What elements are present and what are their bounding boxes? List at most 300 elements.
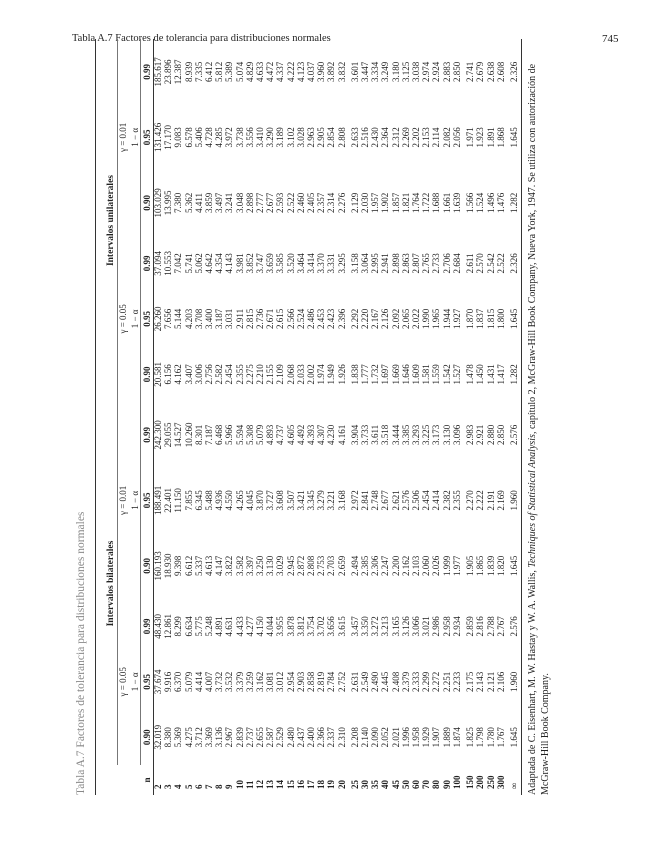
- header-alpha: 1 − α: [129, 672, 140, 692]
- table-cell: 2.655: [255, 727, 266, 748]
- table-cell: 1.990: [421, 308, 432, 329]
- table-cell: 2.405: [306, 192, 317, 214]
- table-cell: 10.553: [163, 251, 174, 276]
- table-cell: 6.370: [173, 671, 184, 692]
- table-cell: 2.191: [485, 490, 496, 511]
- table-cell: 2.106: [495, 671, 506, 692]
- table-cell: 3.878: [285, 616, 296, 637]
- table-cell: 2.703: [326, 555, 337, 576]
- table-cell: 1.839: [485, 555, 496, 576]
- row-n: 70: [421, 780, 432, 789]
- header-probability: 0.95: [141, 129, 152, 146]
- table-row: [286, 39, 296, 795]
- table-cell: 2.026: [431, 555, 442, 576]
- table-cell: 1.999: [441, 555, 452, 576]
- table-cell: 1.926: [336, 364, 347, 385]
- table-cell: 2.357: [316, 192, 327, 214]
- table-cell: 2.090: [370, 727, 381, 748]
- table-cell: 2.841: [360, 490, 371, 511]
- table-cell: 3.832: [336, 61, 347, 82]
- table-cell: 2.437: [295, 727, 306, 748]
- table-cell: 1.868: [495, 127, 506, 148]
- table-cell: 3.180: [390, 61, 401, 82]
- table-cell: 3.444: [390, 424, 401, 445]
- header-probability: 0.99: [141, 255, 152, 272]
- table-cell: 1.732: [370, 364, 381, 385]
- table-cell: 5.594: [234, 424, 245, 445]
- table-cell: 5.775: [193, 616, 204, 637]
- table-row: [486, 39, 496, 795]
- table-cell: 9.398: [173, 555, 184, 576]
- table-cell: 2.967: [224, 727, 235, 748]
- table-cell: 4.936: [214, 490, 225, 511]
- table-cell: 4.411: [193, 192, 204, 213]
- table-cell: 2.114: [431, 127, 442, 148]
- header-blank: [105, 765, 117, 795]
- row-n: 35: [370, 780, 381, 789]
- table-cell: 2.903: [295, 671, 306, 692]
- table-cell: 48.430: [153, 614, 163, 639]
- table-cell: 3.031: [224, 308, 235, 329]
- table-cell: 1.857: [390, 192, 401, 214]
- table-cell: 1.645: [508, 127, 519, 148]
- table-row: [255, 39, 265, 795]
- table-cell: 3.369: [204, 727, 215, 748]
- table-cell: 2.816: [475, 616, 486, 637]
- table-cell: 4.044: [265, 616, 276, 637]
- table-cell: 29.055: [163, 422, 174, 448]
- header-alpha: 1 − α: [129, 490, 140, 510]
- table-cell: 1.902: [380, 192, 391, 214]
- table-cell: 4.277: [244, 616, 255, 637]
- table-cell: 2.905: [316, 127, 327, 148]
- table-row: [245, 39, 255, 795]
- table-cell: 2.060: [421, 555, 432, 576]
- table-row: [465, 39, 475, 795]
- table-cell: 2.587: [265, 727, 276, 748]
- table-cell: 1.609: [411, 364, 422, 385]
- table-cell: 32.019: [153, 724, 163, 750]
- table-cell: 2.808: [306, 555, 317, 576]
- table-cell: 2.382: [441, 490, 452, 511]
- row-n: 150: [465, 775, 476, 789]
- table-cell: 1.496: [485, 192, 496, 214]
- table-cell: 1.669: [390, 364, 401, 385]
- table-row: [401, 39, 411, 795]
- footnote-text: , capítulo 2, McGraw-Hill Book Company, Nueva York, 1947. Se utiliza con autorización de McGraw-Hill Book Company.: [527, 63, 551, 795]
- row-n: 11: [244, 780, 255, 789]
- table-cell: 2.275: [244, 364, 255, 385]
- table-cell: 2.972: [349, 490, 360, 511]
- table-cell: 3.241: [224, 192, 235, 214]
- table-cell: 4.147: [214, 555, 225, 576]
- table-cell: 2.854: [326, 127, 337, 148]
- running-head: Tabla A.7 Factores de tolerancia para distribuciones normales: [72, 33, 331, 44]
- table-cell: 3.812: [295, 616, 306, 637]
- table-cell: 2.677: [380, 490, 391, 511]
- table-row: [337, 39, 350, 795]
- table-cell: 3.955: [275, 616, 286, 637]
- table-cell: 2.379: [400, 671, 411, 692]
- table-cell: 2.576: [508, 616, 519, 637]
- table-cell: 9.083: [173, 127, 184, 148]
- table-cell: 2.460: [295, 192, 306, 214]
- table-cell: 2.355: [234, 364, 245, 385]
- table-cell: 2.748: [370, 490, 381, 511]
- table-cell: 3.331: [326, 253, 337, 274]
- table-cell: 12.861: [163, 614, 174, 639]
- table-cell: 2.270: [465, 490, 476, 511]
- table-cell: 3.447: [360, 61, 371, 82]
- table-cell: 2.200: [390, 555, 401, 576]
- row-n: 80: [431, 780, 442, 789]
- table-cell: 14.527: [173, 422, 184, 448]
- table-cell: 1.870: [465, 308, 476, 329]
- table-row: [380, 39, 390, 795]
- table-cell: 1.431: [485, 364, 496, 385]
- table-cell: 13.995: [163, 190, 174, 216]
- table-cell: 2.529: [275, 727, 286, 748]
- table-cell: 4.150: [255, 616, 266, 637]
- table-cell: 2.677: [265, 192, 276, 214]
- table-cell: 188.491: [153, 485, 163, 515]
- table-cell: 2.767: [495, 616, 506, 637]
- table-cell: 3.250: [255, 555, 266, 576]
- header-n: n: [141, 777, 152, 783]
- table-cell: 3.457: [349, 616, 360, 637]
- table-cell: 2.299: [421, 671, 432, 692]
- table-row: [214, 39, 224, 795]
- table-cell: 3.615: [336, 616, 347, 637]
- table-cell: 3.659: [265, 253, 276, 274]
- table-cell: 3.102: [285, 127, 296, 148]
- table-cell: 2.995: [370, 253, 381, 274]
- table-cell: 2.883: [441, 61, 452, 82]
- table-cell: 26.260: [153, 306, 163, 332]
- table-cell: 2.326: [508, 253, 519, 274]
- table-cell: 37.094: [153, 251, 163, 276]
- table-cell: 3.464: [295, 253, 306, 274]
- table-cell: 3.904: [349, 424, 360, 445]
- table-cell: 3.859: [204, 192, 215, 214]
- table-cell: 2.898: [390, 253, 401, 274]
- table-cell: 5.362: [183, 192, 194, 214]
- table-cell: 2.986: [431, 616, 442, 637]
- table-cell: 2.524: [295, 308, 306, 329]
- table-cell: 2.858: [306, 671, 317, 692]
- table-cell: 2.175: [465, 671, 476, 692]
- table-cell: 2.103: [411, 555, 422, 576]
- table-cell: 2.480: [285, 727, 296, 748]
- table-cell: 18.930: [163, 553, 174, 579]
- table-cell: 9.916: [163, 671, 174, 692]
- table-cell: 7.380: [173, 192, 184, 214]
- table-cell: 5.812: [214, 61, 225, 82]
- table-row: [370, 39, 380, 795]
- table-cell: 4.143: [224, 253, 235, 274]
- table-cell: 5.079: [183, 671, 194, 692]
- table-row: [275, 39, 285, 795]
- table-cell: 3.249: [380, 61, 391, 82]
- table-cell: 3.585: [275, 253, 286, 274]
- row-n: 18: [316, 780, 327, 789]
- table-cell: 1.777: [360, 364, 371, 385]
- table-cell: 2.030: [360, 192, 371, 214]
- table-cell: 4.285: [214, 127, 225, 148]
- table-cell: 2.400: [306, 727, 317, 748]
- table-cell: 4.550: [224, 490, 235, 511]
- header-probability: 0.95: [141, 311, 152, 327]
- table-cell: 2.706: [441, 253, 452, 274]
- table-cell: 1.820: [495, 555, 506, 576]
- table-cell: 6.412: [204, 61, 215, 82]
- table-cell: 2.566: [285, 308, 296, 329]
- table-cell: 4.007: [204, 671, 215, 692]
- row-n: 90: [441, 780, 452, 789]
- row-n: 40: [380, 780, 391, 789]
- table-cell: 4.393: [306, 424, 317, 445]
- table-cell: 4.613: [204, 555, 215, 576]
- table-row: [265, 39, 275, 795]
- table-cell: 2.819: [316, 671, 327, 692]
- table-cell: 2.314: [326, 192, 337, 214]
- header-probability: 0.95: [141, 492, 152, 509]
- table-cell: 2.850: [451, 61, 462, 82]
- table-cell: 2.737: [244, 727, 255, 748]
- header-probability: 0.90: [141, 558, 152, 574]
- table-row: [475, 39, 485, 795]
- table-cell: 2.954: [285, 671, 296, 692]
- table-cell: 2.430: [370, 127, 381, 148]
- row-n: 2: [153, 784, 163, 789]
- table-cell: 1.815: [485, 308, 496, 329]
- table-row: [360, 39, 370, 795]
- table-cell: 1.417: [495, 364, 506, 385]
- header-alpha: 1 − α: [129, 309, 140, 329]
- header-gamma: γ = 0.05: [117, 304, 128, 334]
- table-cell: 8.301: [193, 424, 204, 445]
- table-cell: 3.822: [224, 555, 235, 576]
- table-cell: 2.549: [360, 671, 371, 692]
- page-number: 745: [602, 33, 619, 45]
- table-cell: 3.852: [244, 253, 255, 274]
- table-cell: 2.631: [349, 671, 360, 692]
- table-cell: 2.611: [465, 253, 476, 274]
- row-n: 12: [255, 780, 266, 789]
- table-cell: 2.021: [390, 727, 401, 748]
- table-cell: 3.497: [214, 192, 225, 214]
- table-cell: 1.639: [451, 192, 462, 214]
- row-n: 3: [163, 784, 174, 789]
- table-cell: 3.892: [326, 61, 337, 82]
- table-cell: 3.738: [234, 127, 245, 148]
- table-cell: 7.042: [173, 253, 184, 274]
- table-cell: 3.295: [336, 253, 347, 274]
- row-n: 9: [224, 784, 235, 789]
- table-cell: 2.210: [255, 364, 266, 385]
- table-cell: 2.815: [244, 308, 255, 329]
- table-cell: 2.679: [475, 61, 486, 82]
- table-cell: 8.380: [163, 727, 174, 748]
- row-n: 7: [204, 784, 215, 789]
- table-cell: 185.617: [153, 57, 163, 87]
- rotated-table-block: [75, 37, 591, 795]
- table-cell: 2.002: [306, 364, 317, 385]
- table-cell: 3.162: [255, 671, 266, 692]
- table-cell: 3.125: [400, 61, 411, 82]
- table-cell: 3.006: [193, 364, 204, 385]
- table-cell: 2.222: [475, 490, 486, 511]
- header-probability: 0.90: [141, 195, 152, 211]
- table-cell: 22.401: [163, 487, 174, 513]
- table-cell: 2.633: [349, 127, 360, 148]
- table-cell: 1.889: [441, 727, 452, 748]
- table-cell: 2.396: [336, 308, 347, 329]
- table-cell: 2.333: [411, 671, 422, 692]
- table-cell: 2.608: [495, 61, 506, 82]
- table-cell: 3.028: [295, 127, 306, 148]
- table-cell: 23.896: [163, 59, 174, 85]
- table-cell: 2.808: [336, 127, 347, 148]
- table-cell: 1.825: [465, 727, 476, 748]
- row-n: 4: [173, 784, 184, 789]
- table-cell: 5.369: [173, 727, 184, 748]
- row-n: 15: [285, 780, 296, 789]
- table-cell: 2.033: [295, 364, 306, 385]
- table-cell: 1.282: [508, 364, 519, 385]
- table-cell: 2.022: [411, 308, 422, 329]
- row-n: 200: [475, 775, 486, 789]
- table-cell: 2.092: [390, 308, 401, 329]
- table-cell: 2.753: [316, 555, 327, 576]
- table-cell: 3.158: [349, 253, 360, 274]
- table-cell: 4.307: [316, 424, 327, 445]
- table-cell: 6.634: [183, 616, 194, 637]
- table-cell: 1.923: [475, 127, 486, 148]
- table-cell: 7.335: [193, 61, 204, 82]
- row-n: 50: [400, 780, 411, 789]
- table-cell: 3.334: [370, 61, 381, 82]
- table-cell: 1.838: [349, 364, 360, 385]
- table-cell: 2.576: [508, 424, 519, 445]
- table-cell: 4.045: [244, 490, 255, 511]
- table-cell: 2.506: [411, 490, 422, 511]
- table-cell: 3.345: [306, 490, 317, 511]
- table-row: [431, 39, 441, 795]
- table-row: [235, 39, 245, 795]
- table-cell: 1.646: [400, 364, 411, 385]
- table-cell: 2.486: [306, 308, 317, 329]
- table-cell: 3.350: [360, 616, 371, 637]
- table-cell: 2.167: [370, 308, 381, 329]
- table-cell: 1.977: [451, 555, 462, 576]
- table-cell: 3.870: [255, 490, 266, 511]
- table-cell: 1.764: [411, 192, 422, 214]
- table-cell: 3.064: [360, 253, 371, 274]
- table-cell: 1.798: [475, 727, 486, 748]
- table-row: [163, 39, 173, 795]
- footnote-book-title: Techniques of Statistical Analysis: [527, 434, 538, 568]
- header-gamma: γ = 0.01: [117, 122, 128, 152]
- header-gamma: γ = 0.01: [117, 485, 128, 515]
- header-unilateral: Intervalos unilaterales: [105, 175, 116, 267]
- table-cell: 2.788: [485, 616, 496, 637]
- table-cell: 1.527: [451, 364, 462, 385]
- table-cell: 2.220: [360, 308, 371, 329]
- table-cell: 2.126: [380, 308, 391, 329]
- table-cell: 1.960: [508, 490, 519, 511]
- row-n: 60: [411, 780, 422, 789]
- row-n: 45: [390, 780, 401, 789]
- table-cell: 3.611: [370, 424, 381, 445]
- table-cell: 5.144: [173, 308, 184, 329]
- table-cell: 3.021: [421, 616, 432, 637]
- table-cell: 1.524: [475, 192, 486, 214]
- table-cell: 1.645: [508, 555, 519, 576]
- table-cell: 4.605: [285, 424, 296, 445]
- table-cell: 2.671: [265, 308, 276, 329]
- table-row: [173, 39, 183, 795]
- table-cell: 1.661: [441, 192, 452, 214]
- table-cell: 3.582: [234, 555, 245, 576]
- table-cell: 2.859: [465, 616, 476, 637]
- table-cell: 3.400: [204, 308, 215, 329]
- table-cell: 2.752: [336, 671, 347, 692]
- table-cell: 3.272: [370, 616, 381, 637]
- table-cell: 131.426: [153, 122, 163, 153]
- table-cell: 3.012: [275, 671, 286, 692]
- table-cell: 8.299: [173, 616, 184, 637]
- table-cell: 4.203: [183, 308, 194, 329]
- table-cell: 2.921: [475, 424, 486, 445]
- rule-top: [95, 39, 96, 795]
- table-cell: 1.960: [508, 671, 519, 692]
- table-cell: 1.478: [465, 364, 476, 385]
- table-cell: 4.037: [306, 61, 317, 82]
- table-cell: 3.136: [214, 727, 225, 748]
- header-gamma: γ = 0.05: [117, 667, 128, 697]
- table-cell: 4.230: [326, 424, 337, 445]
- table-cell: 5.488: [204, 490, 215, 511]
- table-cell: 4.737: [275, 424, 286, 445]
- table-title: Tabla A.7 Factores de tolerancia para distribuciones normales: [75, 511, 87, 795]
- table-cell: 3.225: [421, 424, 432, 445]
- table-cell: 3.279: [316, 490, 327, 511]
- table-cell: 3.081: [265, 671, 276, 692]
- table-cell: 2.454: [421, 490, 432, 511]
- table-cell: 2.306: [370, 555, 381, 576]
- table-cell: 3.520: [285, 253, 296, 274]
- table-cell: 4.275: [183, 727, 194, 748]
- table-row: [326, 39, 336, 795]
- table-cell: 2.570: [475, 253, 486, 274]
- header-probability: 0.95: [141, 673, 152, 690]
- table-cell: 2.153: [421, 127, 432, 148]
- table-cell: 4.161: [336, 424, 347, 445]
- table-cell: 2.494: [349, 555, 360, 576]
- table-cell: 3.608: [275, 490, 286, 511]
- table-cell: 2.963: [306, 127, 317, 148]
- table-cell: 1.542: [441, 364, 452, 385]
- table-cell: 2.233: [451, 671, 462, 692]
- table-cell: 20.581: [153, 361, 163, 387]
- table-cell: 2.958: [441, 616, 452, 637]
- table-cell: 2.542: [485, 253, 496, 274]
- table-cell: 6.578: [183, 127, 194, 148]
- table-cell: 1.958: [411, 727, 422, 748]
- table-cell: 3.518: [380, 424, 391, 445]
- table-cell: 7.656: [163, 308, 174, 329]
